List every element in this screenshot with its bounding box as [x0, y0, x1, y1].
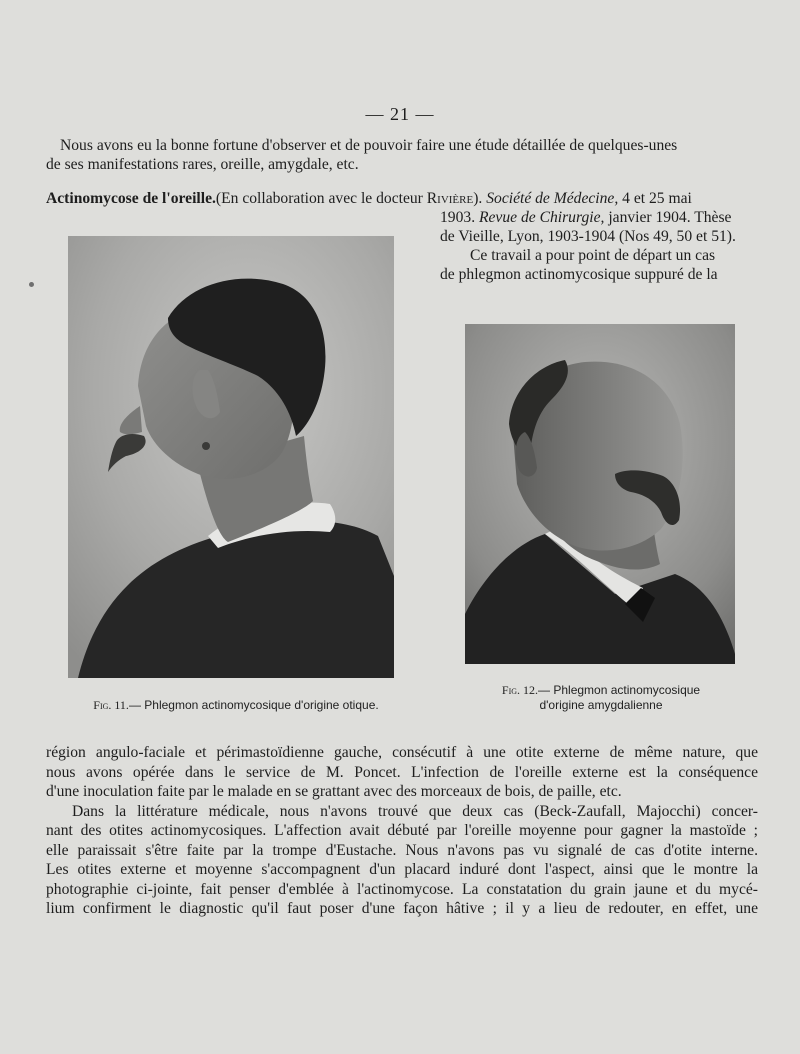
figure-11-label: Fig. 11.: [93, 698, 129, 712]
figure-12-photo: [465, 324, 735, 664]
page-number: — 21 —: [365, 104, 435, 124]
body-line: photographie ci-jointe, fait penser d'emblée à l'actinomycose. La constatation du grain jaune et du mycé-: [46, 880, 758, 898]
intro-line-1: Nous avons eu la bonne fortune d'observer et de pouvoir faire une étude détaillée de quelques-unes: [60, 137, 678, 154]
figure-11-caption: Fig. 11.— Phlegmon actinomycosique d'origine otique.: [93, 698, 379, 712]
section-journal-1: Société de Médecine,: [486, 190, 619, 207]
body-line: d'une inoculation faite par le malade en se grattant avec des morceaux de bois, de paille, etc.: [46, 783, 622, 800]
body-line: nous avons opérée dans le service de M. Poncet. L'infection de l'oreille externe est la conséquence: [46, 763, 758, 781]
intro-line-2: de ses manifestations rares, oreille, amygdale, etc.: [46, 156, 359, 173]
body-text: [46, 743, 758, 919]
body-line: nant des otites actinomycosiques. L'affection avait débuté par l'oreille moyenne pour gagner la mastoïde ;: [46, 822, 758, 839]
section-heading-line: [46, 189, 758, 208]
section-ref-open: (En collaboration avec le docteur: [215, 190, 427, 207]
section-author: Rivière: [426, 190, 474, 207]
figure-12-label: Fig. 12.: [501, 683, 539, 697]
figure-12-caption: Fig. 12.— Phlegmon actinomycosique d'origine amygdalienne: [501, 683, 701, 712]
ref-line-4: Ce travail a pour point de départ un cas: [470, 247, 716, 264]
body-line: elle paraissait s'être faite par la trompe d'Eustache. Nous n'avons pas vu signalé de cas d'otite interne.: [46, 841, 758, 859]
ref-line-5: de phlegmon actinomycosique suppuré de la: [440, 266, 718, 283]
ref-line-3: de Vieille, Lyon, 1903-1904 (Nos 49, 50 et 51).: [440, 228, 736, 245]
margin-mark: [29, 282, 34, 287]
section-journal-2: Revue de Chirurgie,: [478, 209, 605, 226]
body-line: Les otites externe et moyenne s'accompagnent d'un placard induré dont l'aspect, ainsi que le montre la: [46, 861, 758, 878]
intro-paragraph: [46, 136, 756, 174]
section-ref-mid: ).: [473, 190, 487, 207]
section-dates-1: 4 et 25 mai: [618, 190, 692, 207]
figure-11-photo: [68, 236, 394, 678]
ref-line-2: 1903. Revue de Chirurgie, janvier 1904. Thèse: [440, 209, 732, 226]
body-line: lium confirment le diagnostic qu'il faut poser d'une façon hâtive ; il y a lieu de redouter, en effet, une: [46, 900, 758, 917]
section-title: Actinomycose de l'oreille.: [46, 190, 216, 207]
body-line: région angulo-faciale et périmastoïdienne gauche, consécutif à une otite externe de même nature, que: [46, 744, 758, 761]
right-column-text: [440, 208, 758, 284]
body-line: Dans la littérature médicale, nous n'avons trouvé que deux cas (Beck-Zaufall, Majocchi) concer-: [72, 802, 758, 820]
